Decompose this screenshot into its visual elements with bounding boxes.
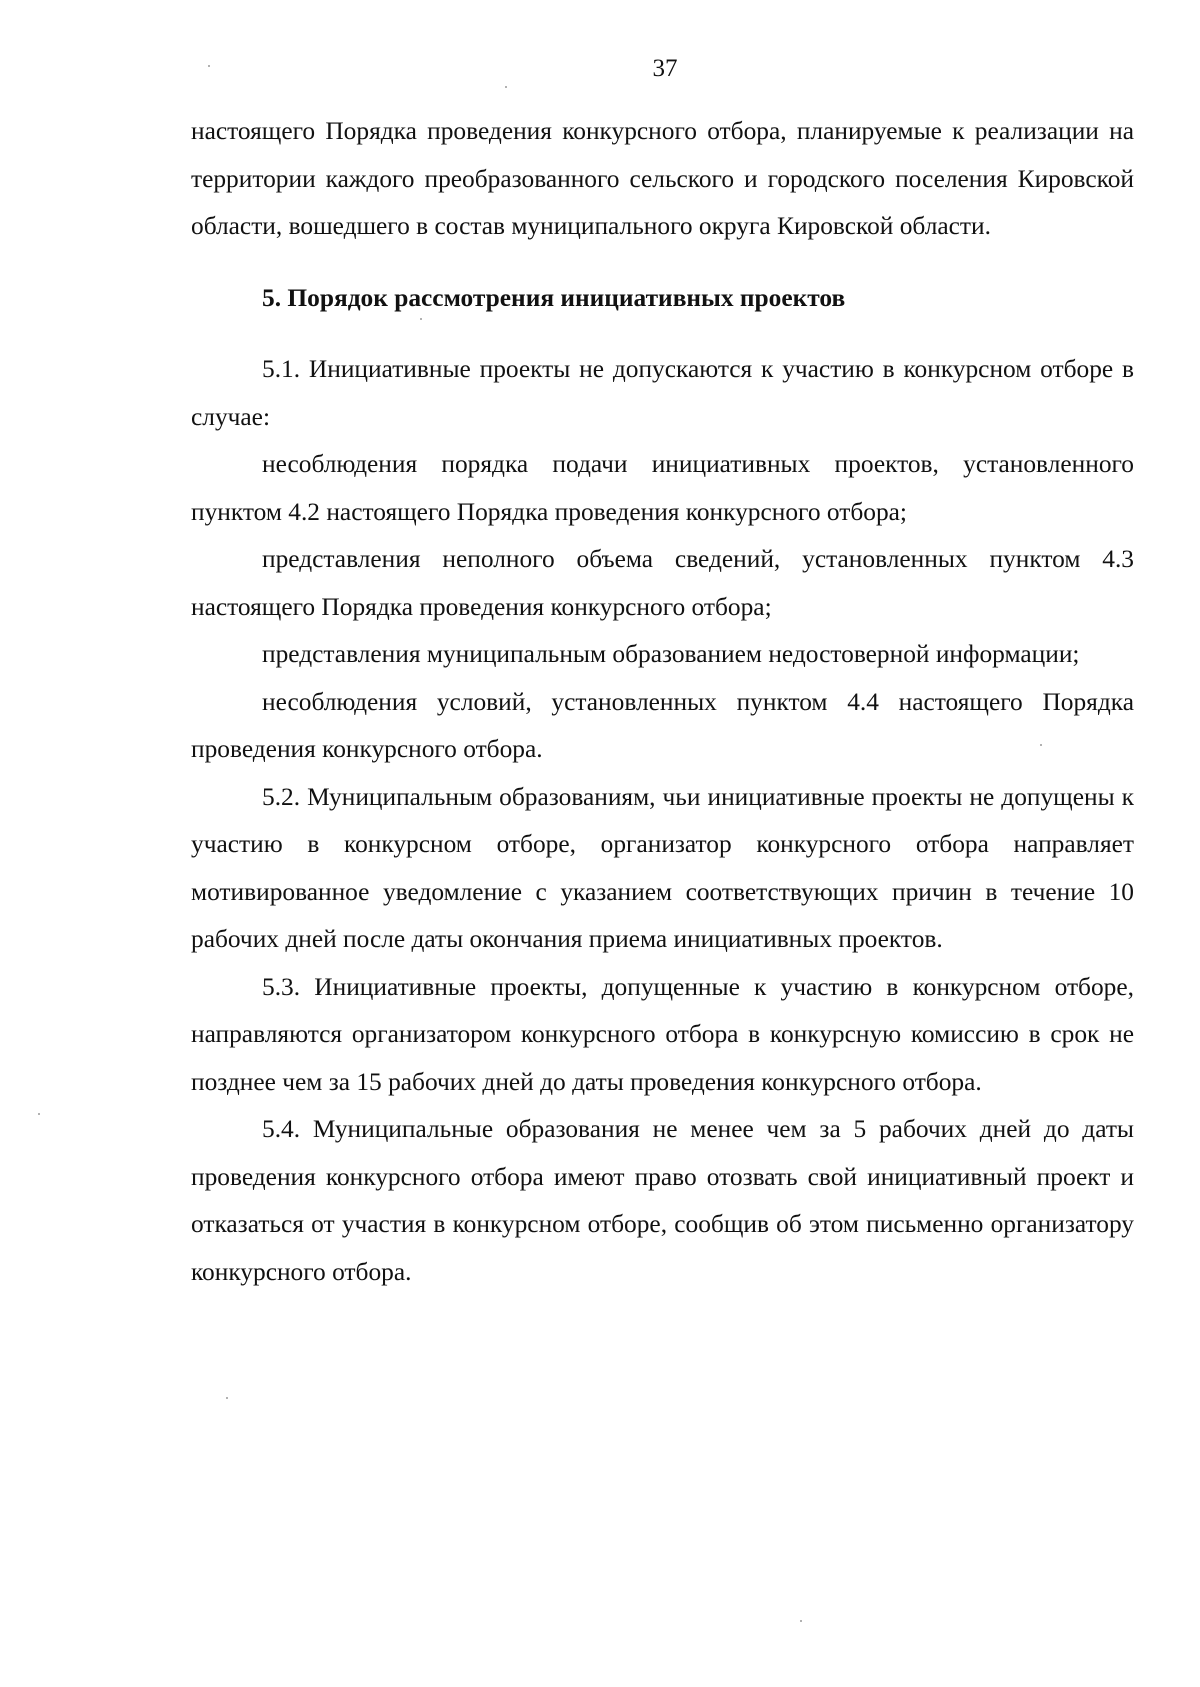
scan-speck xyxy=(800,1620,802,1622)
paragraph-5-1-b: представления неполного объема сведений, установленных пунктом 4.3 настоящего Порядка проведения конкурсного отбора; xyxy=(191,545,1134,621)
paragraph-5-3: 5.3. Инициативные проекты, допущенные к участию в конкурсном отборе, направляются организатором конкурсного отбора в конкурсную комиссию в срок не позднее чем за 15 рабочих дней до даты проведения конкурсного отбора. xyxy=(191,972,1134,1096)
paragraph-5-1: 5.1. Инициативные проекты не допускаются к участию в конкурсном отборе в случае: xyxy=(191,355,1134,431)
scan-speck xyxy=(1040,744,1042,746)
intro-paragraph: настоящего Порядка проведения конкурсного отбора, планируемые к реализации на территории каждого преобразованного сельского и городского поселения Кировской области, вошедшего в состав муниципального округа Кировской области. xyxy=(191,117,1134,240)
paragraph-5-2: 5.2. Муниципальным образованиям, чьи инициативные проекты не допущены к участию в конкурсном отборе, организатор конкурсного отбора направляет мотивированное уведомление с указанием соответствующих причин в течение 10 рабочих дней после даты окончания приема инициативных проектов. xyxy=(191,782,1134,953)
paragraph-5-4: 5.4. Муниципальные образования не менее чем за 5 рабочих дней до даты проведения конкурсного отбора имеют право отозвать свой инициативный проект и отказаться от участия в конкурсном отборе, сообщив об этом письменно организатору конкурсного отбора. xyxy=(191,1115,1134,1286)
page-number: 37 xyxy=(652,55,678,82)
scan-speck xyxy=(505,86,507,88)
paragraph-5-1-d: несоблюдения условий, установленных пунктом 4.4 настоящего Порядка проведения конкурсного отбора. xyxy=(191,687,1134,763)
document-body xyxy=(191,108,1134,1296)
scan-speck xyxy=(226,1397,228,1399)
scan-speck xyxy=(420,318,422,320)
paragraph-5-1-a: несоблюдения порядка подачи инициативных проектов, установленного пунктом 4.2 настоящего Порядка проведения конкурсного отбора; xyxy=(191,450,1134,526)
scan-speck xyxy=(208,65,210,67)
section-heading: 5. Порядок рассмотрения инициативных проектов xyxy=(262,283,846,312)
paragraph-5-1-c: представления муниципальным образованием недостоверной информации; xyxy=(262,640,1080,668)
scan-speck xyxy=(38,1113,40,1115)
